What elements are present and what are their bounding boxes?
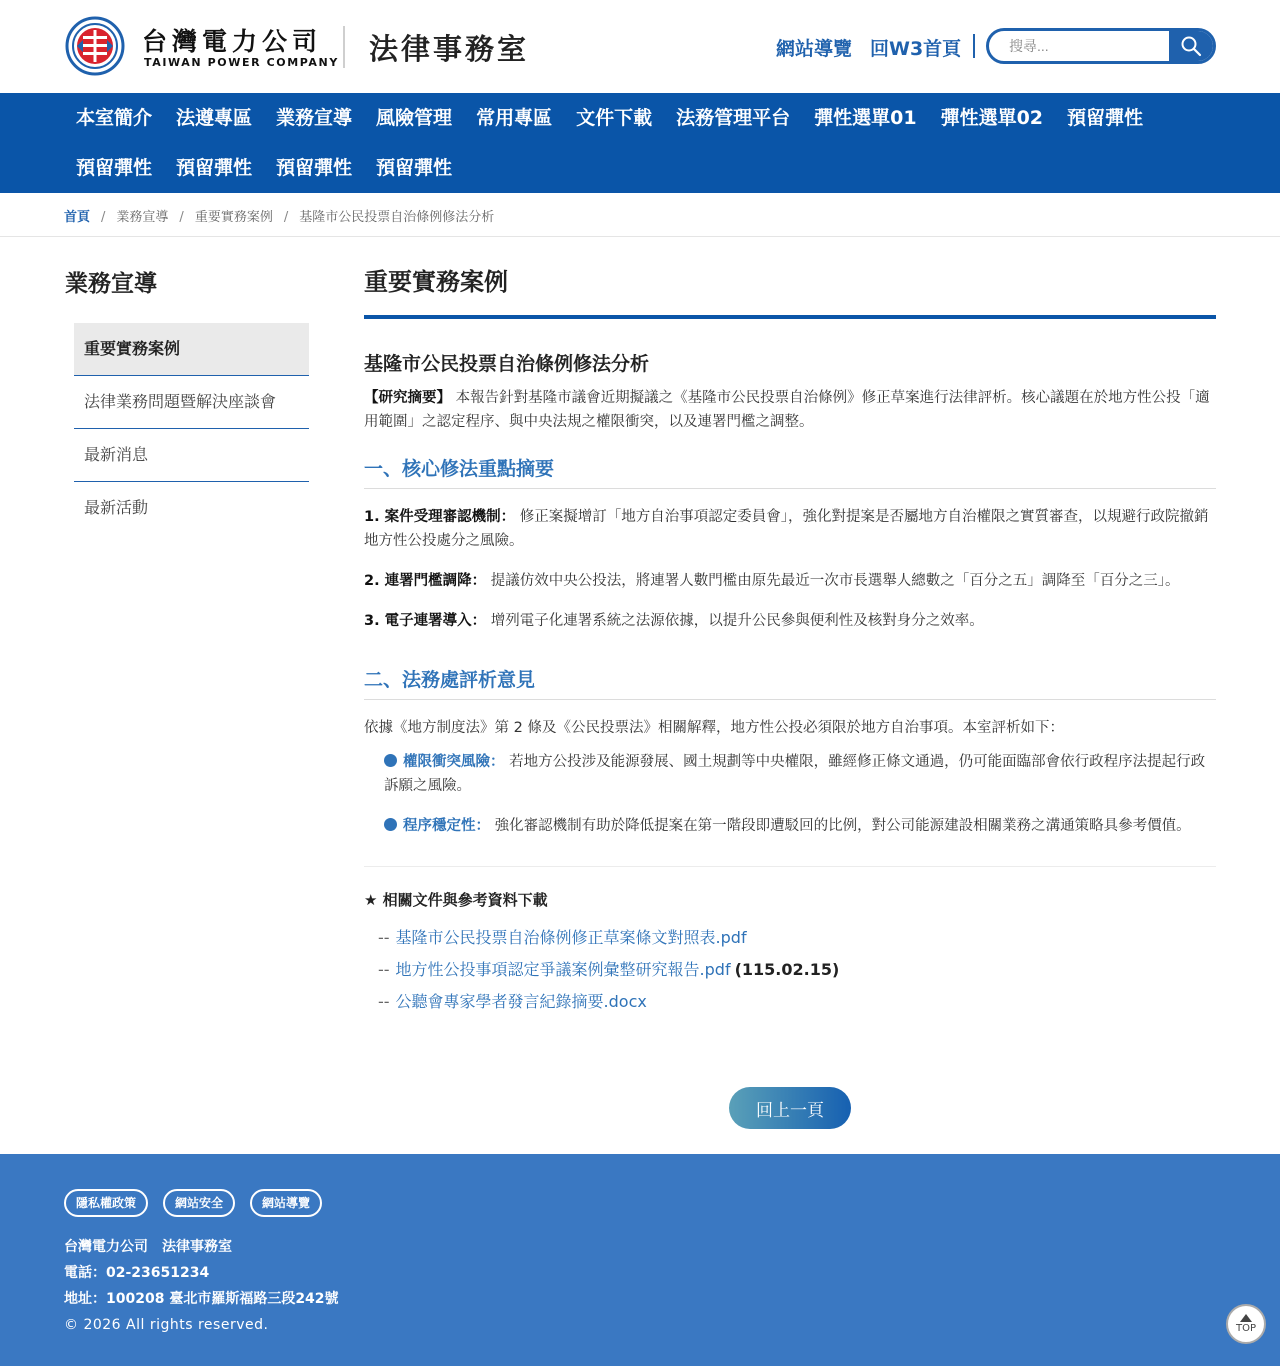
analysis-intro: 依據《地方制度法》第 2 條及《公民投票法》相關解釋，地方性公投必須限於地方自治事項。本室評析如下： (364, 720, 1064, 736)
list-dash: -- (378, 960, 390, 979)
taipower-logo-icon[interactable] (65, 16, 125, 76)
footer-address: 地址：100208 臺北市羅斯福路三段242號 (64, 1291, 339, 1307)
footer-links (64, 1189, 322, 1217)
key-point (364, 609, 1216, 633)
abstract-label: 【研究摘要】 (364, 390, 451, 406)
main-nav (0, 93, 1280, 193)
w3-home-link[interactable]: 回W3首頁 (870, 38, 962, 60)
company-name-cn: 台灣電力公司 (142, 27, 323, 56)
sidebar-title: 業務宣導 (65, 271, 157, 297)
analysis-bullet-label: 程序穩定性： (403, 818, 490, 834)
nav-item-reserved-4[interactable]: 預留彈性 (276, 157, 353, 179)
bullet-dot-icon (384, 818, 397, 831)
section-heading-key-points: 一、核心修法重點摘要 (364, 454, 1216, 489)
download-date: (115.02.15) (734, 960, 840, 979)
download-link[interactable]: 地方性公投事項認定爭議案例彙整研究報告.pdf (395, 960, 731, 979)
nav-item-reserved-5[interactable]: 預留彈性 (376, 157, 453, 179)
office-title: 法律事務室 (369, 32, 530, 66)
key-point (364, 505, 1216, 553)
analysis-bullet-label: 權限衝突風險： (403, 754, 505, 770)
sidebar-item-legal-forum[interactable]: 法律業務問題暨解決座談會 (74, 376, 309, 429)
download-link[interactable]: 公聽會專家學者發言紀錄摘要.docx (395, 992, 647, 1011)
breadcrumb-separator: / (179, 210, 184, 225)
sidebar-item-news[interactable]: 最新消息 (74, 429, 309, 482)
arrow-up-icon (1240, 1314, 1252, 1322)
footer-org: 台灣電力公司 法律事務室 (64, 1239, 232, 1255)
sitemap-link[interactable]: 網站導覽 (776, 38, 853, 60)
nav-item-flex-02[interactable]: 彈性選單02 (940, 107, 1044, 129)
nav-item-legal-platform[interactable]: 法務管理平台 (676, 107, 791, 129)
bullet-dot-icon (384, 754, 397, 767)
breadcrumb-separator: / (283, 210, 289, 225)
list-dash: -- (378, 928, 390, 947)
downloads-list (378, 922, 1216, 1018)
analysis-bullet-text: 強化審認機制有助於降低提案在第一階段即遭駁回的比例，對公司能源建設相關業務之溝通策略具參考價值。 (494, 818, 1191, 834)
download-link[interactable]: 基隆市公民投票自治條例修正草案條文對照表.pdf (395, 928, 747, 947)
footer-link-sitemap[interactable]: 網站導覽 (250, 1189, 322, 1217)
abstract (364, 386, 1216, 434)
footer-info (64, 1234, 339, 1338)
key-point (364, 569, 1216, 593)
breadcrumb-current: 基隆市公民投票自治條例修法分析 (299, 210, 495, 225)
page-title: 重要實務案例 (364, 268, 508, 296)
key-point-text: 修正案擬增訂「地方自治事項認定委員會」，強化對提案是否屬地方自治權限之實質審查，以規避行政院撤銷地方性公投處分之風險。 (364, 509, 1209, 549)
back-to-top-label: TOP (1235, 1323, 1256, 1334)
nav-item-about[interactable]: 本室簡介 (76, 107, 153, 129)
list-dash: -- (378, 992, 390, 1011)
abstract-text: 本報告針對基隆市議會近期擬議之《基隆市公民投票自治條例》修正草案進行法律評析。核心議題在於地方性公投「適用範圍」之認定程序、與中央法規之權限衝突，以及連署門檻之調整。 (364, 390, 1210, 430)
downloads-heading: ★ 相關文件與參考資料下載 (364, 891, 548, 909)
nav-item-common[interactable]: 常用專區 (476, 107, 553, 129)
main-nav-list (64, 93, 1224, 193)
key-point-text: 提議仿效中央公投法，將連署人數門檻由原先最近一次市長選舉人總數之「百分之五」調降至「百分之三」。 (490, 573, 1180, 589)
back-button[interactable]: 回上一頁 (729, 1087, 851, 1129)
header-divider (343, 26, 345, 68)
footer-link-privacy[interactable]: 隱私權政策 (64, 1189, 148, 1217)
nav-item-reserved-2[interactable]: 預留彈性 (76, 157, 153, 179)
footer-link-security[interactable]: 網站安全 (163, 1189, 235, 1217)
analysis-bullet (384, 814, 1216, 838)
nav-item-risk[interactable]: 風險管理 (376, 107, 453, 129)
nav-item-downloads[interactable]: 文件下載 (576, 107, 653, 129)
main-content (364, 262, 1216, 1018)
breadcrumb-home[interactable]: 首頁 (64, 210, 91, 225)
nav-item-reserved-3[interactable]: 預留彈性 (176, 157, 253, 179)
footer-copyright: © 2026 All rights reserved. (64, 1317, 269, 1333)
key-point-label: 1. 案件受理審認機制： (364, 509, 516, 525)
search-icon (1180, 35, 1202, 57)
sidebar-menu (74, 323, 309, 534)
content-divider (364, 866, 1216, 867)
analysis-bullet (384, 750, 1216, 798)
key-point-text: 增列電子化連署系統之法源依據，以提升公民參與便利性及核對身分之效率。 (490, 613, 984, 629)
search-input[interactable] (989, 31, 1173, 61)
breadcrumb-divider (0, 236, 1280, 237)
key-point-label: 2. 連署門檻調降： (364, 573, 487, 589)
breadcrumb-cases[interactable]: 重要實務案例 (194, 210, 273, 225)
article-title: 基隆市公民投票自治條例修法分析 (364, 353, 650, 375)
sidebar-item-events[interactable]: 最新活動 (84, 498, 149, 517)
download-item (378, 922, 1216, 954)
title-underline (364, 315, 1216, 319)
nav-item-compliance[interactable]: 法遵專區 (176, 107, 253, 129)
download-item (378, 986, 1216, 1018)
analysis-bullet-text: 若地方公投涉及能源發展、國土規劃等中央權限，雖經修正條文通過，仍可能面臨部會依行政程序法提起行政訴願之風險。 (384, 754, 1206, 794)
breadcrumb-advocacy[interactable]: 業務宣導 (116, 210, 169, 225)
site-footer (0, 1154, 1280, 1366)
top-link-separator (973, 34, 975, 58)
back-to-top-button[interactable] (1226, 1304, 1266, 1344)
nav-item-advocacy[interactable]: 業務宣導 (276, 107, 353, 129)
download-item (378, 954, 1216, 986)
key-point-label: 3. 電子連署導入： (364, 613, 487, 629)
nav-item-flex-01[interactable]: 彈性選單01 (814, 107, 917, 129)
footer-phone: 電話：02-23651234 (64, 1265, 210, 1281)
site-header (0, 0, 1280, 93)
section-heading-analysis: 二、法務處評析意見 (364, 665, 1216, 700)
sidebar-item-important-cases[interactable]: 重要實務案例 (74, 323, 309, 376)
breadcrumb-separator: / (101, 210, 106, 225)
search-button[interactable] (1169, 31, 1213, 61)
search-box (986, 28, 1216, 64)
company-name-en: TAIWAN POWER COMPANY (144, 56, 339, 69)
nav-item-reserved-1[interactable]: 預留彈性 (1067, 107, 1144, 129)
breadcrumb (64, 206, 494, 225)
